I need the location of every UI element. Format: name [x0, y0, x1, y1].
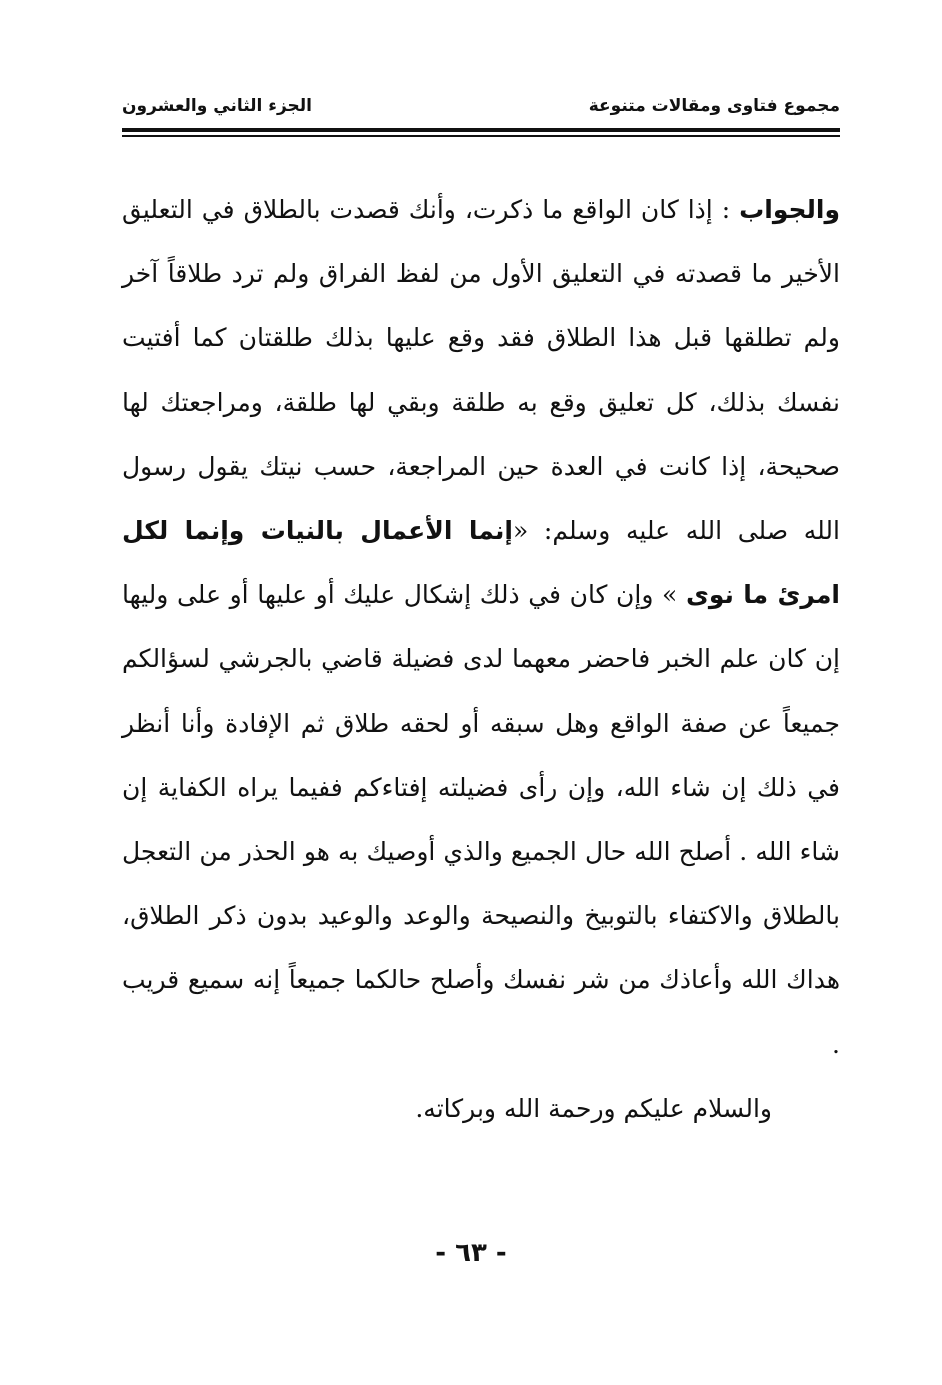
header-rule-thick — [122, 128, 840, 132]
hadith-quote: إنما الأعمال بالنيات وإنما لكل امرئ ما نوى — [122, 516, 840, 610]
header-rule-thin — [122, 135, 840, 137]
running-header — [122, 92, 840, 124]
volume-label: الجزء الثاني والعشرون — [122, 96, 313, 116]
answer-text-part-1: : إذا كان الواقع ما ذكرت، وأنك قصدت بالطلاق في التعليق الأخير ما قصدته في التعليق الأول من لفظ الفراق ولم ترد طلاقاً آخر ولم تطلقها قبل هذا الطلاق فقد وقع عليها بذلك طلقتان كما أفتيت نفسك بذلك، كل تعليق وقع به طلقة وبقي لها طلقة، ومراجعتك لها صحيحة، إذا كانت في العدة حين المراجعة، حسب نيتك يقول رسول الله صلى الله عليه وسلم: « — [122, 195, 840, 546]
main-text — [122, 178, 840, 1141]
closing-greeting: والسلام عليكم ورحمة الله وبركاته. — [415, 1093, 772, 1123]
book-title: مجموع فتاوى ومقالات متنوعة — [588, 96, 840, 116]
answer-text-part-2: » وإن كان في ذلك إشكال عليك أو عليها أو على وليها إن كان علم الخبر فاحضر معهما لدى فضيلة قاضي بالجرشي لسؤالكم جميعاً عن صفة الواقع وهل سبقه أو لحقه طلاق ثم الإفادة وأنا أنظر في ذلك إن شاء الله، وإن رأى فضيلته إفتاءكم ففيما يراه الكفاية إن شاء الله . أصلح الله حال الجميع والذي أوصيك به هو الحذر من التعجل بالطلاق والاكتفاء بالتوبيخ والنصيحة والوعد والوعيد بدون ذكر الطلاق، هداك الله وأعاذك من شر نفسك وأصلح حالكما جميعاً إنه سميع قريب . — [122, 580, 840, 1059]
page-number: - ٦٣ - — [435, 1238, 507, 1268]
answer-paragraph — [122, 178, 840, 1077]
answer-lead-word: والجواب — [739, 195, 841, 224]
